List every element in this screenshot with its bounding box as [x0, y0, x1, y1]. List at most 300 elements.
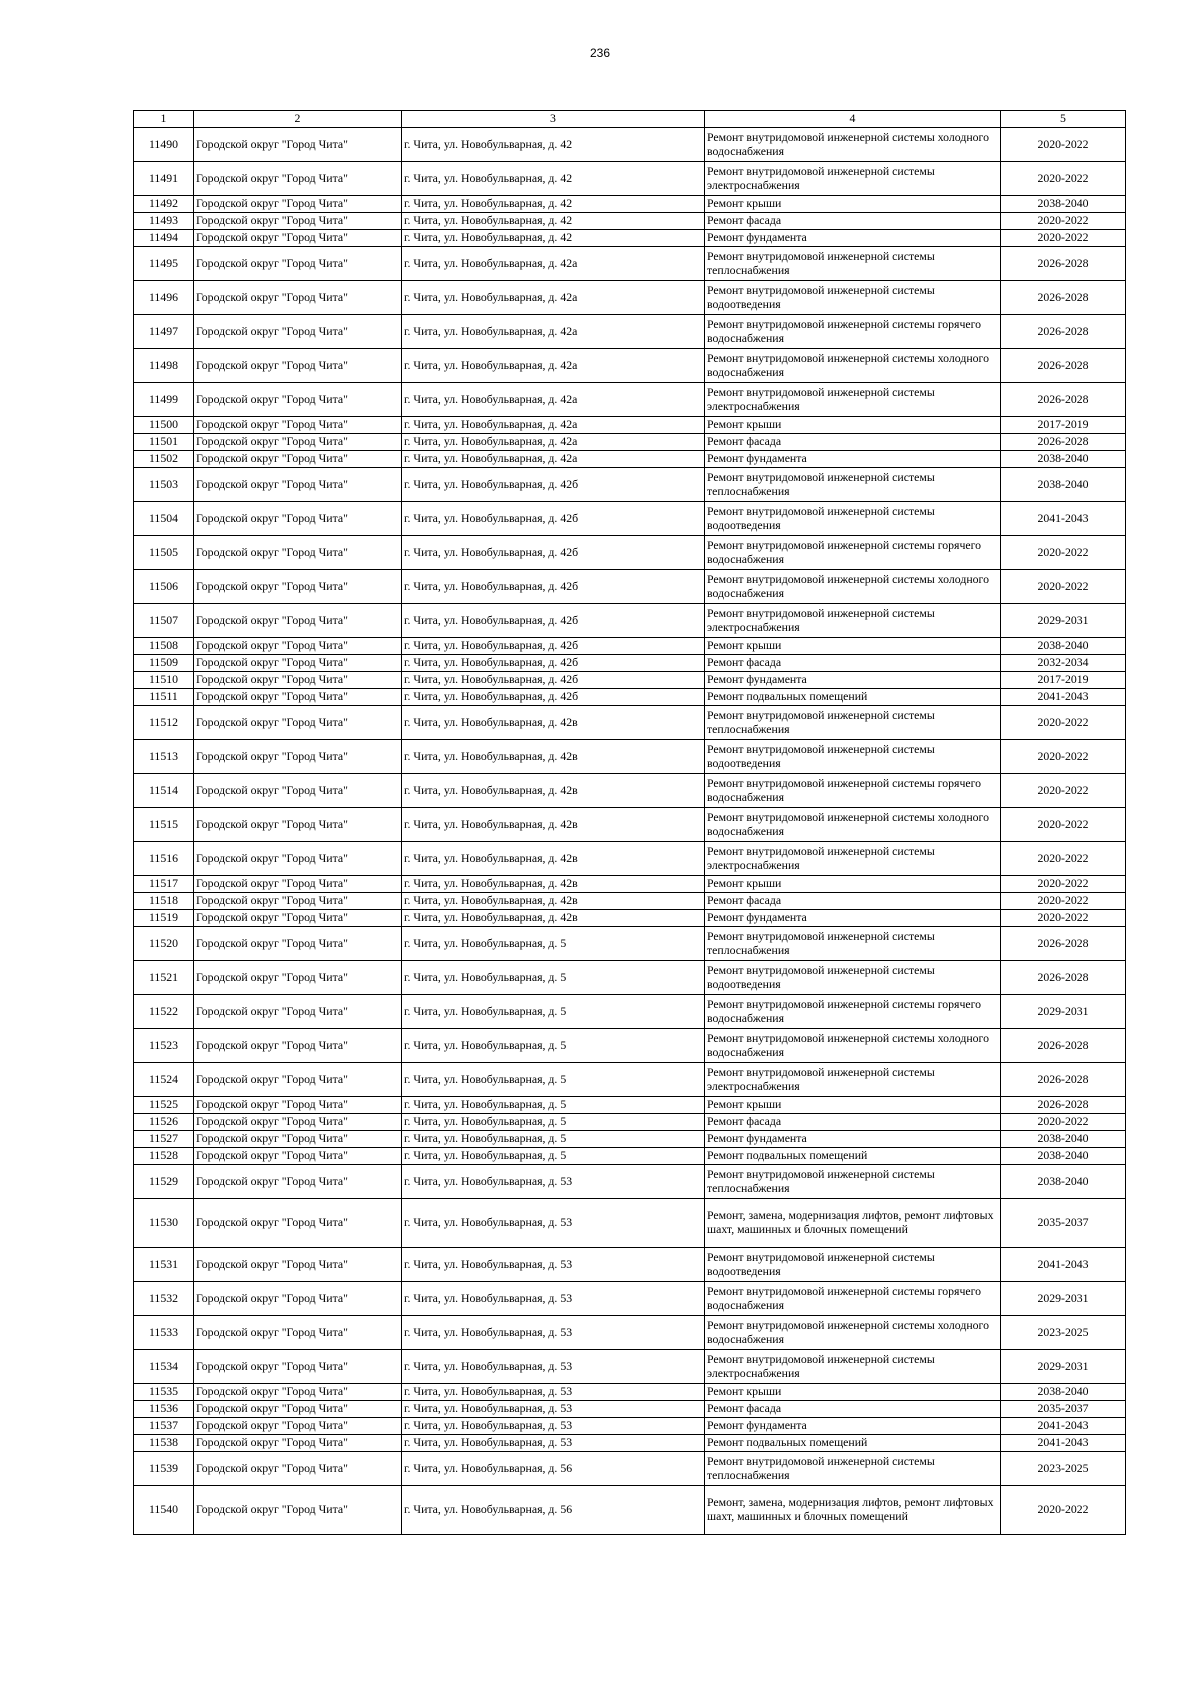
row-number-cell: 11492 — [134, 196, 194, 213]
table-row — [134, 213, 1126, 230]
work-type-cell: Ремонт фундамента — [705, 910, 1001, 927]
work-type-cell: Ремонт внутридомовой инженерной системы горячего водоснабжения — [705, 995, 1001, 1029]
work-type-cell: Ремонт внутридомовой инженерной системы электроснабжения — [705, 162, 1001, 196]
row-number-cell: 11504 — [134, 502, 194, 536]
municipality-cell: Городской округ "Город Чита" — [194, 570, 402, 604]
row-number-cell: 11498 — [134, 349, 194, 383]
period-cell: 2020-2022 — [1001, 910, 1126, 927]
period-cell: 2020-2022 — [1001, 774, 1126, 808]
table-row — [134, 910, 1126, 927]
work-type-cell: Ремонт внутридомовой инженерной системы электроснабжения — [705, 604, 1001, 638]
row-number-cell: 11531 — [134, 1248, 194, 1282]
municipality-cell: Городской округ "Город Чита" — [194, 213, 402, 230]
row-number-cell: 11494 — [134, 230, 194, 247]
period-cell: 2020-2022 — [1001, 893, 1126, 910]
period-cell: 2029-2031 — [1001, 1282, 1126, 1316]
table-row — [134, 876, 1126, 893]
address-cell: г. Чита, ул. Новобульварная, д. 42а — [402, 383, 705, 417]
address-cell: г. Чита, ул. Новобульварная, д. 42б — [402, 655, 705, 672]
table-row — [134, 434, 1126, 451]
address-cell: г. Чита, ул. Новобульварная, д. 42б — [402, 570, 705, 604]
address-cell: г. Чита, ул. Новобульварная, д. 5 — [402, 1029, 705, 1063]
table-header — [134, 111, 1126, 128]
work-type-cell: Ремонт внутридомовой инженерной системы теплоснабжения — [705, 1165, 1001, 1199]
table-row — [134, 1486, 1126, 1535]
table-row — [134, 1063, 1126, 1097]
work-type-cell: Ремонт внутридомовой инженерной системы водоотведения — [705, 961, 1001, 995]
address-cell: г. Чита, ул. Новобульварная, д. 5 — [402, 1131, 705, 1148]
row-number-cell: 11495 — [134, 247, 194, 281]
period-cell: 2026-2028 — [1001, 383, 1126, 417]
row-number-cell: 11537 — [134, 1418, 194, 1435]
municipality-cell: Городской округ "Город Чита" — [194, 383, 402, 417]
municipality-cell: Городской округ "Город Чита" — [194, 1452, 402, 1486]
work-type-cell: Ремонт фасада — [705, 1114, 1001, 1131]
row-number-cell: 11525 — [134, 1097, 194, 1114]
work-type-cell: Ремонт, замена, модернизация лифтов, ремонт лифтовых шахт, машинных и блочных помещений — [705, 1199, 1001, 1248]
period-cell: 2026-2028 — [1001, 927, 1126, 961]
municipality-cell: Городской округ "Город Чита" — [194, 315, 402, 349]
municipality-cell: Городской округ "Город Чита" — [194, 1131, 402, 1148]
table-row — [134, 196, 1126, 213]
period-cell: 2026-2028 — [1001, 247, 1126, 281]
row-number-cell: 11527 — [134, 1131, 194, 1148]
period-cell: 2020-2022 — [1001, 230, 1126, 247]
row-number-cell: 11515 — [134, 808, 194, 842]
municipality-cell: Городской округ "Город Чита" — [194, 1029, 402, 1063]
municipality-cell: Городской округ "Город Чита" — [194, 808, 402, 842]
period-cell: 2023-2025 — [1001, 1316, 1126, 1350]
address-cell: г. Чита, ул. Новобульварная, д. 42 — [402, 128, 705, 162]
table-row — [134, 1248, 1126, 1282]
municipality-cell: Городской округ "Город Чита" — [194, 349, 402, 383]
address-cell: г. Чита, ул. Новобульварная, д. 53 — [402, 1165, 705, 1199]
work-type-cell: Ремонт внутридомовой инженерной системы холодного водоснабжения — [705, 1316, 1001, 1350]
municipality-cell: Городской округ "Город Чита" — [194, 281, 402, 315]
work-type-cell: Ремонт, замена, модернизация лифтов, ремонт лифтовых шахт, машинных и блочных помещений — [705, 1486, 1001, 1535]
address-cell: г. Чита, ул. Новобульварная, д. 42в — [402, 910, 705, 927]
address-cell: г. Чита, ул. Новобульварная, д. 53 — [402, 1350, 705, 1384]
municipality-cell: Городской округ "Город Чита" — [194, 1435, 402, 1452]
period-cell: 2020-2022 — [1001, 570, 1126, 604]
table-row — [134, 417, 1126, 434]
table-row — [134, 1148, 1126, 1165]
table-row — [134, 1316, 1126, 1350]
row-number-cell: 11500 — [134, 417, 194, 434]
table-row — [134, 893, 1126, 910]
table-row — [134, 740, 1126, 774]
address-cell: г. Чита, ул. Новобульварная, д. 53 — [402, 1401, 705, 1418]
municipality-cell: Городской округ "Город Чита" — [194, 1199, 402, 1248]
column-header-5: 5 — [1001, 111, 1126, 128]
work-type-cell: Ремонт фасада — [705, 213, 1001, 230]
address-cell: г. Чита, ул. Новобульварная, д. 5 — [402, 1148, 705, 1165]
table-row — [134, 1131, 1126, 1148]
period-cell: 2038-2040 — [1001, 196, 1126, 213]
work-type-cell: Ремонт внутридомовой инженерной системы холодного водоснабжения — [705, 128, 1001, 162]
municipality-cell: Городской округ "Город Чита" — [194, 689, 402, 706]
municipality-cell: Городской округ "Город Чита" — [194, 1401, 402, 1418]
work-type-cell: Ремонт внутридомовой инженерной системы водоотведения — [705, 1248, 1001, 1282]
table-row — [134, 927, 1126, 961]
table-row — [134, 604, 1126, 638]
period-cell: 2041-2043 — [1001, 1435, 1126, 1452]
table-row — [134, 315, 1126, 349]
period-cell: 2041-2043 — [1001, 502, 1126, 536]
row-number-cell: 11522 — [134, 995, 194, 1029]
address-cell: г. Чита, ул. Новобульварная, д. 42 — [402, 213, 705, 230]
row-number-cell: 11514 — [134, 774, 194, 808]
header-row — [134, 111, 1126, 128]
row-number-cell: 11538 — [134, 1435, 194, 1452]
address-cell: г. Чита, ул. Новобульварная, д. 53 — [402, 1435, 705, 1452]
address-cell: г. Чита, ул. Новобульварная, д. 42а — [402, 349, 705, 383]
municipality-cell: Городской округ "Город Чита" — [194, 162, 402, 196]
municipality-cell: Городской округ "Город Чита" — [194, 1165, 402, 1199]
row-number-cell: 11491 — [134, 162, 194, 196]
work-type-cell: Ремонт внутридомовой инженерной системы теплоснабжения — [705, 927, 1001, 961]
address-cell: г. Чита, ул. Новобульварная, д. 42а — [402, 434, 705, 451]
municipality-cell: Городской округ "Город Чита" — [194, 502, 402, 536]
municipality-cell: Городской округ "Город Чита" — [194, 417, 402, 434]
row-number-cell: 11533 — [134, 1316, 194, 1350]
work-type-cell: Ремонт крыши — [705, 638, 1001, 655]
table-row — [134, 1097, 1126, 1114]
address-cell: г. Чита, ул. Новобульварная, д. 42в — [402, 706, 705, 740]
municipality-cell: Городской округ "Город Чита" — [194, 1418, 402, 1435]
period-cell: 2032-2034 — [1001, 655, 1126, 672]
table-row — [134, 1165, 1126, 1199]
work-type-cell: Ремонт внутридомовой инженерной системы электроснабжения — [705, 1350, 1001, 1384]
table-row — [134, 383, 1126, 417]
work-type-cell: Ремонт внутридомовой инженерной системы водоотведения — [705, 281, 1001, 315]
table-row — [134, 638, 1126, 655]
address-cell: г. Чита, ул. Новобульварная, д. 5 — [402, 1063, 705, 1097]
work-type-cell: Ремонт внутридомовой инженерной системы горячего водоснабжения — [705, 536, 1001, 570]
table-row — [134, 655, 1126, 672]
row-number-cell: 11505 — [134, 536, 194, 570]
address-cell: г. Чита, ул. Новобульварная, д. 42а — [402, 247, 705, 281]
page-number: 236 — [589, 46, 611, 60]
period-cell: 2038-2040 — [1001, 451, 1126, 468]
period-cell: 2020-2022 — [1001, 842, 1126, 876]
municipality-cell: Городской округ "Город Чита" — [194, 1097, 402, 1114]
row-number-cell: 11512 — [134, 706, 194, 740]
period-cell: 2020-2022 — [1001, 1114, 1126, 1131]
work-type-cell: Ремонт внутридомовой инженерной системы горячего водоснабжения — [705, 774, 1001, 808]
table-row — [134, 349, 1126, 383]
address-cell: г. Чита, ул. Новобульварная, д. 42б — [402, 468, 705, 502]
row-number-cell: 11534 — [134, 1350, 194, 1384]
table-row — [134, 961, 1126, 995]
municipality-cell: Городской округ "Город Чита" — [194, 638, 402, 655]
work-type-cell: Ремонт внутридомовой инженерной системы теплоснабжения — [705, 468, 1001, 502]
period-cell: 2038-2040 — [1001, 1384, 1126, 1401]
address-cell: г. Чита, ул. Новобульварная, д. 5 — [402, 1114, 705, 1131]
period-cell: 2017-2019 — [1001, 672, 1126, 689]
period-cell: 2038-2040 — [1001, 1148, 1126, 1165]
work-type-cell: Ремонт внутридомовой инженерной системы холодного водоснабжения — [705, 349, 1001, 383]
period-cell: 2020-2022 — [1001, 1486, 1126, 1535]
period-cell: 2041-2043 — [1001, 1418, 1126, 1435]
row-number-cell: 11503 — [134, 468, 194, 502]
period-cell: 2038-2040 — [1001, 1131, 1126, 1148]
address-cell: г. Чита, ул. Новобульварная, д. 53 — [402, 1316, 705, 1350]
table-row — [134, 128, 1126, 162]
period-cell: 2020-2022 — [1001, 128, 1126, 162]
address-cell: г. Чита, ул. Новобульварная, д. 42в — [402, 808, 705, 842]
table-row — [134, 1452, 1126, 1486]
period-cell: 2026-2028 — [1001, 1097, 1126, 1114]
row-number-cell: 11499 — [134, 383, 194, 417]
period-cell: 2026-2028 — [1001, 434, 1126, 451]
row-number-cell: 11539 — [134, 1452, 194, 1486]
row-number-cell: 11528 — [134, 1148, 194, 1165]
address-cell: г. Чита, ул. Новобульварная, д. 53 — [402, 1282, 705, 1316]
row-number-cell: 11507 — [134, 604, 194, 638]
municipality-cell: Городской округ "Город Чита" — [194, 842, 402, 876]
work-type-cell: Ремонт крыши — [705, 876, 1001, 893]
address-cell: г. Чита, ул. Новобульварная, д. 53 — [402, 1248, 705, 1282]
period-cell: 2026-2028 — [1001, 1029, 1126, 1063]
row-number-cell: 11509 — [134, 655, 194, 672]
period-cell: 2029-2031 — [1001, 604, 1126, 638]
period-cell: 2017-2019 — [1001, 417, 1126, 434]
table-body — [134, 128, 1126, 1535]
work-type-cell: Ремонт внутридомовой инженерной системы холодного водоснабжения — [705, 1029, 1001, 1063]
table-row — [134, 995, 1126, 1029]
address-cell: г. Чита, ул. Новобульварная, д. 42в — [402, 876, 705, 893]
period-cell: 2029-2031 — [1001, 995, 1126, 1029]
work-type-cell: Ремонт подвальных помещений — [705, 689, 1001, 706]
table-row — [134, 468, 1126, 502]
row-number-cell: 11517 — [134, 876, 194, 893]
address-cell: г. Чита, ул. Новобульварная, д. 42в — [402, 842, 705, 876]
address-cell: г. Чита, ул. Новобульварная, д. 5 — [402, 927, 705, 961]
period-cell: 2026-2028 — [1001, 961, 1126, 995]
period-cell: 2038-2040 — [1001, 468, 1126, 502]
row-number-cell: 11502 — [134, 451, 194, 468]
address-cell: г. Чита, ул. Новобульварная, д. 5 — [402, 1097, 705, 1114]
table-row — [134, 706, 1126, 740]
address-cell: г. Чита, ул. Новобульварная, д. 42в — [402, 774, 705, 808]
column-header-3: 3 — [402, 111, 705, 128]
period-cell: 2026-2028 — [1001, 349, 1126, 383]
address-cell: г. Чита, ул. Новобульварная, д. 42а — [402, 281, 705, 315]
row-number-cell: 11529 — [134, 1165, 194, 1199]
work-type-cell: Ремонт внутридомовой инженерной системы теплоснабжения — [705, 247, 1001, 281]
municipality-cell: Городской округ "Город Чита" — [194, 876, 402, 893]
period-cell: 2038-2040 — [1001, 1165, 1126, 1199]
row-number-cell: 11532 — [134, 1282, 194, 1316]
work-type-cell: Ремонт внутридомовой инженерной системы холодного водоснабжения — [705, 808, 1001, 842]
period-cell: 2035-2037 — [1001, 1401, 1126, 1418]
address-cell: г. Чита, ул. Новобульварная, д. 53 — [402, 1384, 705, 1401]
work-type-cell: Ремонт фасада — [705, 434, 1001, 451]
table-row — [134, 536, 1126, 570]
table-row — [134, 842, 1126, 876]
period-cell: 2026-2028 — [1001, 1063, 1126, 1097]
table-row — [134, 1350, 1126, 1384]
municipality-cell: Городской округ "Город Чита" — [194, 247, 402, 281]
table-row — [134, 1282, 1126, 1316]
row-number-cell: 11523 — [134, 1029, 194, 1063]
address-cell: г. Чита, ул. Новобульварная, д. 42в — [402, 740, 705, 774]
address-cell: г. Чита, ул. Новобульварная, д. 5 — [402, 995, 705, 1029]
work-type-cell: Ремонт крыши — [705, 1097, 1001, 1114]
address-cell: г. Чита, ул. Новобульварная, д. 42б — [402, 672, 705, 689]
address-cell: г. Чита, ул. Новобульварная, д. 42а — [402, 315, 705, 349]
municipality-cell: Городской округ "Город Чита" — [194, 1350, 402, 1384]
period-cell: 2041-2043 — [1001, 1248, 1126, 1282]
table-row — [134, 281, 1126, 315]
period-cell: 2023-2025 — [1001, 1452, 1126, 1486]
municipality-cell: Городской округ "Город Чита" — [194, 1384, 402, 1401]
municipality-cell: Городской округ "Город Чита" — [194, 434, 402, 451]
table-row — [134, 1418, 1126, 1435]
work-type-cell: Ремонт внутридомовой инженерной системы электроснабжения — [705, 383, 1001, 417]
municipality-cell: Городской округ "Город Чита" — [194, 536, 402, 570]
work-type-cell: Ремонт крыши — [705, 196, 1001, 213]
row-number-cell: 11496 — [134, 281, 194, 315]
municipality-cell: Городской округ "Город Чита" — [194, 910, 402, 927]
municipality-cell: Городской округ "Город Чита" — [194, 961, 402, 995]
row-number-cell: 11490 — [134, 128, 194, 162]
table-row — [134, 162, 1126, 196]
work-type-cell: Ремонт внутридомовой инженерной системы водоотведения — [705, 502, 1001, 536]
row-number-cell: 11511 — [134, 689, 194, 706]
work-type-cell: Ремонт фасада — [705, 893, 1001, 910]
work-type-cell: Ремонт внутридомовой инженерной системы теплоснабжения — [705, 706, 1001, 740]
municipality-cell: Городской округ "Город Чита" — [194, 1114, 402, 1131]
period-cell: 2020-2022 — [1001, 213, 1126, 230]
municipality-cell: Городской округ "Город Чита" — [194, 1316, 402, 1350]
work-type-cell: Ремонт подвальных помещений — [705, 1148, 1001, 1165]
address-cell: г. Чита, ул. Новобульварная, д. 53 — [402, 1418, 705, 1435]
municipality-cell: Городской округ "Город Чита" — [194, 995, 402, 1029]
row-number-cell: 11516 — [134, 842, 194, 876]
row-number-cell: 11501 — [134, 434, 194, 451]
period-cell: 2038-2040 — [1001, 638, 1126, 655]
table-row — [134, 774, 1126, 808]
table-row — [134, 247, 1126, 281]
period-cell: 2035-2037 — [1001, 1199, 1126, 1248]
column-header-2: 2 — [194, 111, 402, 128]
table-row — [134, 1114, 1126, 1131]
work-type-cell: Ремонт внутридомовой инженерной системы холодного водоснабжения — [705, 570, 1001, 604]
table-row — [134, 808, 1126, 842]
address-cell: г. Чита, ул. Новобульварная, д. 42 — [402, 162, 705, 196]
address-cell: г. Чита, ул. Новобульварная, д. 42а — [402, 417, 705, 434]
column-header-1: 1 — [134, 111, 194, 128]
table-row — [134, 1384, 1126, 1401]
table-row — [134, 451, 1126, 468]
work-type-cell: Ремонт фундамента — [705, 1418, 1001, 1435]
period-cell: 2020-2022 — [1001, 706, 1126, 740]
address-cell: г. Чита, ул. Новобульварная, д. 42б — [402, 502, 705, 536]
row-number-cell: 11535 — [134, 1384, 194, 1401]
table-row — [134, 1401, 1126, 1418]
period-cell: 2020-2022 — [1001, 876, 1126, 893]
address-cell: г. Чита, ул. Новобульварная, д. 42б — [402, 604, 705, 638]
municipality-cell: Городской округ "Город Чита" — [194, 706, 402, 740]
work-type-cell: Ремонт фундамента — [705, 230, 1001, 247]
work-type-cell: Ремонт внутридомовой инженерной системы водоотведения — [705, 740, 1001, 774]
work-type-cell: Ремонт фундамента — [705, 672, 1001, 689]
table-row — [134, 689, 1126, 706]
address-cell: г. Чита, ул. Новобульварная, д. 42б — [402, 536, 705, 570]
capital-repair-table — [133, 110, 1126, 1535]
municipality-cell: Городской округ "Город Чита" — [194, 740, 402, 774]
row-number-cell: 11536 — [134, 1401, 194, 1418]
municipality-cell: Городской округ "Город Чита" — [194, 128, 402, 162]
period-cell: 2020-2022 — [1001, 740, 1126, 774]
work-type-cell: Ремонт внутридомовой инженерной системы электроснабжения — [705, 1063, 1001, 1097]
address-cell: г. Чита, ул. Новобульварная, д. 42б — [402, 638, 705, 655]
municipality-cell: Городской округ "Город Чита" — [194, 196, 402, 213]
period-cell: 2020-2022 — [1001, 162, 1126, 196]
work-type-cell: Ремонт подвальных помещений — [705, 1435, 1001, 1452]
work-type-cell: Ремонт фасада — [705, 655, 1001, 672]
address-cell: г. Чита, ул. Новобульварная, д. 42 — [402, 196, 705, 213]
work-type-cell: Ремонт крыши — [705, 417, 1001, 434]
municipality-cell: Городской округ "Город Чита" — [194, 893, 402, 910]
row-number-cell: 11519 — [134, 910, 194, 927]
municipality-cell: Городской округ "Город Чита" — [194, 604, 402, 638]
municipality-cell: Городской округ "Город Чита" — [194, 1063, 402, 1097]
municipality-cell: Городской округ "Город Чита" — [194, 1282, 402, 1316]
work-type-cell: Ремонт внутридомовой инженерной системы горячего водоснабжения — [705, 1282, 1001, 1316]
work-type-cell: Ремонт внутридомовой инженерной системы электроснабжения — [705, 842, 1001, 876]
row-number-cell: 11493 — [134, 213, 194, 230]
row-number-cell: 11497 — [134, 315, 194, 349]
row-number-cell: 11530 — [134, 1199, 194, 1248]
row-number-cell: 11520 — [134, 927, 194, 961]
work-type-cell: Ремонт фундамента — [705, 1131, 1001, 1148]
address-cell: г. Чита, ул. Новобульварная, д. 42 — [402, 230, 705, 247]
municipality-cell: Городской округ "Город Чита" — [194, 1248, 402, 1282]
row-number-cell: 11518 — [134, 893, 194, 910]
municipality-cell: Городской округ "Город Чита" — [194, 451, 402, 468]
row-number-cell: 11513 — [134, 740, 194, 774]
work-type-cell: Ремонт фундамента — [705, 451, 1001, 468]
work-type-cell: Ремонт крыши — [705, 1384, 1001, 1401]
municipality-cell: Городской округ "Город Чита" — [194, 230, 402, 247]
municipality-cell: Городской округ "Город Чита" — [194, 1486, 402, 1535]
period-cell: 2026-2028 — [1001, 315, 1126, 349]
period-cell: 2020-2022 — [1001, 536, 1126, 570]
work-type-cell: Ремонт внутридомовой инженерной системы горячего водоснабжения — [705, 315, 1001, 349]
row-number-cell: 11510 — [134, 672, 194, 689]
municipality-cell: Городской округ "Город Чита" — [194, 1148, 402, 1165]
address-cell: г. Чита, ул. Новобульварная, д. 42б — [402, 689, 705, 706]
municipality-cell: Городской округ "Город Чита" — [194, 774, 402, 808]
municipality-cell: Городской округ "Город Чита" — [194, 927, 402, 961]
period-cell: 2020-2022 — [1001, 808, 1126, 842]
table-row — [134, 1029, 1126, 1063]
work-type-cell: Ремонт фасада — [705, 1401, 1001, 1418]
row-number-cell: 11540 — [134, 1486, 194, 1535]
period-cell: 2026-2028 — [1001, 281, 1126, 315]
table-row — [134, 1435, 1126, 1452]
period-cell: 2041-2043 — [1001, 689, 1126, 706]
municipality-cell: Городской округ "Город Чита" — [194, 672, 402, 689]
period-cell: 2029-2031 — [1001, 1350, 1126, 1384]
column-header-4: 4 — [705, 111, 1001, 128]
table-row — [134, 502, 1126, 536]
municipality-cell: Городской округ "Город Чита" — [194, 468, 402, 502]
row-number-cell: 11506 — [134, 570, 194, 604]
